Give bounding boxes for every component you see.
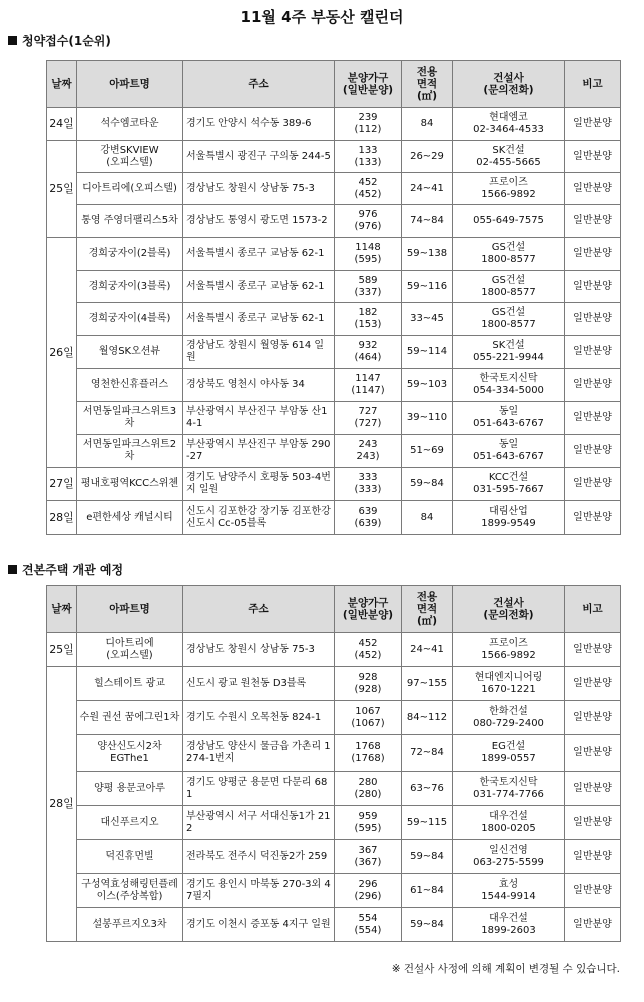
address-cell: 경상북도 영천시 야사동 34 — [183, 369, 335, 402]
address-cell: 서울특별시 종로구 교남동 62-1 — [183, 271, 335, 303]
note-cell: 일반분양 — [565, 141, 621, 173]
general-units: (1067) — [351, 717, 385, 729]
units-cell — [335, 701, 402, 735]
note-cell: 일반분양 — [565, 173, 621, 205]
note-cell: 일반분양 — [565, 205, 621, 238]
area-cell: 59~115 — [402, 806, 453, 840]
units-cell — [335, 141, 402, 173]
units-cell — [335, 238, 402, 271]
address-cell: 서울특별시 광진구 구의동 244-5 — [183, 141, 335, 173]
date-cell: 28일 — [47, 667, 77, 942]
header-builder: 건설사 (문의전화) — [453, 61, 565, 108]
note-cell: 일반분양 — [565, 633, 621, 667]
builder-cell — [453, 238, 565, 271]
address-cell: 경기도 안양시 석수동 389-6 — [183, 108, 335, 141]
builder-name: SK건설 — [492, 144, 525, 156]
builder-phone: 1544-9914 — [481, 890, 536, 902]
area-cell: 39~110 — [402, 402, 453, 435]
builder-phone: 031-774-7766 — [473, 788, 544, 800]
note-cell: 일반분양 — [565, 336, 621, 369]
total-units: 1147 — [355, 373, 381, 384]
apartment-name-cell: 덕진휴먼빌 — [77, 840, 183, 874]
note-cell: 일반분양 — [565, 667, 621, 701]
builder-name: 한화건설 — [489, 705, 528, 717]
address-cell: 전라북도 전주시 덕진동2가 259 — [183, 840, 335, 874]
total-units: 1768 — [355, 741, 381, 752]
builder-phone: 1800-8577 — [481, 286, 536, 298]
builder-cell — [453, 806, 565, 840]
units-cell — [335, 336, 402, 369]
apartment-name-cell: 대신푸르지오 — [77, 806, 183, 840]
table-row — [47, 141, 621, 173]
builder-cell — [453, 108, 565, 141]
units-cell — [335, 468, 402, 501]
total-units: 1067 — [355, 705, 381, 717]
address-cell: 서울특별시 종로구 교남동 62-1 — [183, 238, 335, 271]
apartment-name-cell: 통영 주영더팰리스5차 — [77, 205, 183, 238]
builder-name: 동일 — [498, 439, 519, 450]
address-cell: 신도시 광교 원천동 D3블록 — [183, 667, 335, 701]
builder-phone: 063-275-5599 — [473, 856, 544, 868]
builder-name: GS건설 — [491, 307, 526, 318]
builder-name: 프로이즈 — [489, 637, 528, 649]
builder-cell — [453, 667, 565, 701]
area-cell: 24~41 — [402, 633, 453, 667]
general-units: (153) — [354, 319, 382, 330]
header-area: 전용 면적 (㎡) — [402, 586, 453, 633]
builder-phone: 1899-0557 — [481, 753, 536, 764]
builder-cell — [453, 435, 565, 468]
builder-name: 현대엔지니어링 — [474, 671, 543, 683]
table-row — [47, 205, 621, 238]
builder-phone: 080-729-2400 — [473, 717, 544, 729]
page-title: 11월 4주 부동산 캘린더 — [240, 8, 404, 26]
address-cell: 경상남도 양산시 물금읍 가촌리 1274-1번지 — [183, 735, 335, 772]
date-cell: 25일 — [47, 141, 77, 238]
table-row — [47, 402, 621, 435]
note-cell: 일반분양 — [565, 772, 621, 806]
builder-name: 프로이즈 — [489, 176, 528, 188]
general-units: (928) — [354, 683, 382, 695]
total-units: 452 — [358, 176, 378, 188]
units-cell — [335, 369, 402, 402]
section-title-subscription — [8, 32, 111, 49]
address-cell: 서울특별시 종로구 교남동 62-1 — [183, 303, 335, 336]
units-cell — [335, 735, 402, 772]
total-units: 133 — [358, 144, 378, 156]
general-units: (133) — [354, 156, 382, 168]
general-units: (639) — [354, 517, 382, 529]
apartment-name-cell: 디아트리에 (오피스텔) — [77, 633, 183, 667]
table-row — [47, 369, 621, 402]
builder-phone: 1800-8577 — [481, 254, 536, 265]
builder-phone: 051-643-6767 — [473, 451, 544, 462]
builder-cell — [453, 772, 565, 806]
general-units: (1147) — [351, 385, 385, 396]
builder-name: 일신건영 — [489, 844, 528, 856]
area-cell: 84~112 — [402, 701, 453, 735]
table-row — [47, 336, 621, 369]
header-area: 전용 면적 (㎡) — [402, 61, 453, 108]
area-cell: 59~84 — [402, 468, 453, 501]
total-units: 727 — [358, 406, 378, 417]
general-units: (727) — [354, 418, 382, 429]
apartment-name-cell: 강변SKVIEW (오피스텔) — [77, 141, 183, 173]
apartment-name-cell: 양산신도시2차 EGThe1 — [77, 735, 183, 772]
units-cell — [335, 173, 402, 205]
builder-name: 한국토지신탁 — [479, 776, 538, 788]
address-cell: 부산광역시 부산진구 부암동 산14-1 — [183, 402, 335, 435]
builder-name: EG건설 — [491, 741, 526, 752]
builder-cell — [453, 173, 565, 205]
builder-phone: 1899-9549 — [481, 517, 536, 529]
total-units: 296 — [358, 878, 378, 890]
total-units: 367 — [358, 844, 378, 856]
builder-cell — [453, 271, 565, 303]
apartment-name-cell: 경희궁자이(4블록) — [77, 303, 183, 336]
builder-phone: 031-595-7667 — [473, 484, 544, 495]
table-row — [47, 908, 621, 942]
builder-name: GS건설 — [491, 274, 526, 286]
apartment-name-cell: 힐스테이트 광교 — [77, 667, 183, 701]
general-units: 243) — [356, 451, 380, 462]
note-cell: 일반분양 — [565, 108, 621, 141]
address-cell: 경기도 용인시 마북동 270-3외 47필지 — [183, 874, 335, 908]
note-cell: 일반분양 — [565, 468, 621, 501]
units-cell — [335, 435, 402, 468]
header-date: 날짜 — [47, 586, 77, 633]
table-row — [47, 701, 621, 735]
builder-name: 현대엠코 — [489, 112, 528, 123]
apartment-name-cell: 영천한신휴플러스 — [77, 369, 183, 402]
address-cell: 경상남도 창원시 월영동 614 일원 — [183, 336, 335, 369]
total-units: 1148 — [355, 242, 381, 253]
builder-cell — [453, 369, 565, 402]
builder-cell — [453, 205, 565, 238]
apartment-name-cell: 서면동일파크스위트3차 — [77, 402, 183, 435]
units-cell — [335, 108, 402, 141]
date-cell: 27일 — [47, 468, 77, 501]
table-row — [47, 108, 621, 141]
apartment-name-cell: 구성역효성해링턴플레이스(주상복합) — [77, 874, 183, 908]
total-units: 959 — [358, 810, 378, 822]
general-units: (296) — [354, 890, 382, 902]
units-cell — [335, 806, 402, 840]
date-cell: 25일 — [47, 633, 77, 667]
area-cell: 97~155 — [402, 667, 453, 701]
header-units: 분양가구 (일반분양) — [335, 61, 402, 108]
area-cell: 59~84 — [402, 908, 453, 942]
builder-phone: 054-334-5000 — [473, 385, 544, 396]
general-units: (976) — [354, 221, 382, 232]
total-units: 182 — [358, 307, 378, 318]
builder-cell — [453, 908, 565, 942]
table-row — [47, 435, 621, 468]
note-cell: 일반분양 — [565, 402, 621, 435]
general-units: (333) — [354, 484, 382, 495]
address-cell: 경기도 남양주시 호평동 503-4번지 일원 — [183, 468, 335, 501]
square-bullet-icon — [8, 565, 17, 574]
table-row — [47, 806, 621, 840]
area-cell: 24~41 — [402, 173, 453, 205]
address-cell: 경기도 양평군 용문면 다문리 681 — [183, 772, 335, 806]
header-apartment: 아파트명 — [77, 61, 183, 108]
note-cell: 일반분양 — [565, 435, 621, 468]
table-row — [47, 238, 621, 271]
table-row — [47, 667, 621, 701]
builder-phone: 1566-9892 — [481, 188, 536, 200]
note-cell: 일반분양 — [565, 840, 621, 874]
table-row — [47, 772, 621, 806]
builder-phone: 055-649-7575 — [473, 215, 544, 226]
builder-cell — [453, 840, 565, 874]
builder-cell — [453, 402, 565, 435]
area-cell: 84 — [402, 501, 453, 535]
note-cell: 일반분양 — [565, 369, 621, 402]
general-units: (554) — [354, 924, 382, 936]
total-units: 280 — [358, 776, 378, 788]
total-units: 239 — [358, 112, 378, 123]
units-cell — [335, 501, 402, 535]
general-units: (280) — [354, 788, 382, 800]
header-apartment: 아파트명 — [77, 586, 183, 633]
address-cell: 부산광역시 서구 서대신동1가 212 — [183, 806, 335, 840]
address-cell: 신도시 김포한강 장기동 김포한강신도시 Cc-05블록 — [183, 501, 335, 535]
general-units: (112) — [354, 124, 382, 135]
builder-name: 한국토지신탁 — [479, 373, 538, 384]
builder-name: GS건설 — [491, 242, 526, 253]
square-bullet-icon — [8, 36, 17, 45]
builder-cell — [453, 633, 565, 667]
area-cell: 61~84 — [402, 874, 453, 908]
builder-cell — [453, 874, 565, 908]
note-cell: 일반분양 — [565, 303, 621, 336]
builder-cell — [453, 701, 565, 735]
table-row — [47, 735, 621, 772]
date-cell: 26일 — [47, 238, 77, 468]
builder-phone: 1566-9892 — [481, 649, 536, 661]
general-units: (367) — [354, 856, 382, 868]
header-address: 주소 — [183, 586, 335, 633]
units-cell — [335, 633, 402, 667]
builder-phone: 1899-2603 — [481, 924, 536, 936]
general-units: (595) — [354, 254, 382, 265]
builder-cell — [453, 303, 565, 336]
builder-name: 대우건설 — [489, 912, 528, 924]
table-row — [47, 840, 621, 874]
area-cell: 33~45 — [402, 303, 453, 336]
table-row — [47, 633, 621, 667]
apartment-name-cell: 설봉푸르지오3차 — [77, 908, 183, 942]
builder-phone: 02-3464-4533 — [473, 124, 544, 135]
general-units: (452) — [354, 649, 382, 661]
table-row — [47, 271, 621, 303]
total-units: 589 — [358, 274, 378, 286]
note-cell: 일반분양 — [565, 501, 621, 535]
header-row — [47, 61, 621, 108]
area-cell: 84 — [402, 108, 453, 141]
date-cell: 24일 — [47, 108, 77, 141]
builder-phone: 1800-0205 — [481, 822, 536, 834]
units-cell — [335, 772, 402, 806]
header-note: 비고 — [565, 586, 621, 633]
total-units: 243 — [358, 439, 378, 450]
general-units: (337) — [354, 286, 382, 298]
area-cell: 59~138 — [402, 238, 453, 271]
apartment-name-cell: 디아트리에(오피스텔) — [77, 173, 183, 205]
area-cell: 51~69 — [402, 435, 453, 468]
area-cell: 59~84 — [402, 840, 453, 874]
table-row — [47, 173, 621, 205]
note-cell: 일반분양 — [565, 701, 621, 735]
units-cell — [335, 271, 402, 303]
note-cell: 일반분양 — [565, 908, 621, 942]
section-title-model-house — [8, 561, 123, 578]
area-cell: 59~116 — [402, 271, 453, 303]
apartment-name-cell: 경희궁자이(3블록) — [77, 271, 183, 303]
header-builder: 건설사 (문의전화) — [453, 586, 565, 633]
area-cell: 74~84 — [402, 205, 453, 238]
area-cell: 63~76 — [402, 772, 453, 806]
builder-cell — [453, 141, 565, 173]
builder-cell — [453, 336, 565, 369]
total-units: 554 — [358, 912, 378, 924]
address-cell: 경상남도 통영시 광도면 1573-2 — [183, 205, 335, 238]
subscription-table — [46, 60, 621, 535]
builder-name: 대림산업 — [489, 505, 528, 517]
table-row — [47, 303, 621, 336]
apartment-name-cell: 경희궁자이(2블록) — [77, 238, 183, 271]
header-units: 분양가구 (일반분양) — [335, 586, 402, 633]
apartment-name-cell: 월영SK오션뷰 — [77, 336, 183, 369]
note-cell: 일반분양 — [565, 238, 621, 271]
area-cell: 59~114 — [402, 336, 453, 369]
units-cell — [335, 840, 402, 874]
builder-name: 대우건설 — [489, 810, 528, 822]
note-cell: 일반분양 — [565, 271, 621, 303]
section-title-text: 청약접수(1순위) — [22, 34, 111, 48]
builder-phone: 055-221-9944 — [473, 352, 544, 363]
apartment-name-cell: 석수엠코타운 — [77, 108, 183, 141]
builder-phone: 1800-8577 — [481, 319, 536, 330]
header-note: 비고 — [565, 61, 621, 108]
section-title-text: 견본주택 개관 예정 — [22, 563, 124, 577]
builder-cell — [453, 501, 565, 535]
area-cell: 26~29 — [402, 141, 453, 173]
note-cell: 일반분양 — [565, 874, 621, 908]
total-units: 932 — [358, 340, 378, 351]
units-cell — [335, 303, 402, 336]
address-cell: 경기도 이천시 증포동 4지구 일원 — [183, 908, 335, 942]
area-cell: 59~103 — [402, 369, 453, 402]
date-cell: 28일 — [47, 501, 77, 535]
units-cell — [335, 402, 402, 435]
address-cell: 경상남도 창원시 상남동 75-3 — [183, 633, 335, 667]
address-cell: 경상남도 창원시 상남동 75-3 — [183, 173, 335, 205]
apartment-name-cell: 서면동일파크스위트2차 — [77, 435, 183, 468]
note-cell: 일반분양 — [565, 806, 621, 840]
total-units: 928 — [358, 671, 378, 683]
header-address: 주소 — [183, 61, 335, 108]
builder-name: SK건설 — [492, 340, 525, 351]
general-units: (1768) — [351, 753, 385, 764]
builder-phone: 02-455-5665 — [476, 156, 541, 168]
note-cell: 일반분양 — [565, 735, 621, 772]
builder-cell — [453, 735, 565, 772]
apartment-name-cell: 수원 권선 꿈에그린1차 — [77, 701, 183, 735]
total-units: 639 — [358, 505, 378, 517]
table-row — [47, 501, 621, 535]
apartment-name-cell: 양평 용문코아루 — [77, 772, 183, 806]
table-row — [47, 874, 621, 908]
header-row — [47, 586, 621, 633]
header-date: 날짜 — [47, 61, 77, 108]
builder-name: 동일 — [498, 406, 519, 417]
units-cell — [335, 667, 402, 701]
units-cell — [335, 205, 402, 238]
general-units: (452) — [354, 188, 382, 200]
builder-name: KCC건설 — [488, 472, 529, 483]
builder-cell — [453, 468, 565, 501]
units-cell — [335, 908, 402, 942]
table-row — [47, 468, 621, 501]
general-units: (595) — [354, 822, 382, 834]
units-cell — [335, 874, 402, 908]
builder-name: 효성 — [498, 878, 519, 890]
total-units: 976 — [358, 209, 378, 220]
total-units: 333 — [358, 472, 378, 483]
address-cell: 경기도 수원시 오목천동 824-1 — [183, 701, 335, 735]
model-house-table — [46, 585, 621, 942]
footnote: ※ 건설사 사정에 의해 계획이 변경될 수 있습니다. — [391, 963, 620, 975]
apartment-name-cell: 평내호평역KCC스위첸 — [77, 468, 183, 501]
area-cell: 72~84 — [402, 735, 453, 772]
general-units: (464) — [354, 352, 382, 363]
address-cell: 부산광역시 부산진구 부암동 290-27 — [183, 435, 335, 468]
total-units: 452 — [358, 637, 378, 649]
builder-phone: 1670-1221 — [481, 683, 536, 695]
apartment-name-cell: e편한세상 캐널시티 — [77, 501, 183, 535]
builder-phone: 051-643-6767 — [473, 418, 544, 429]
